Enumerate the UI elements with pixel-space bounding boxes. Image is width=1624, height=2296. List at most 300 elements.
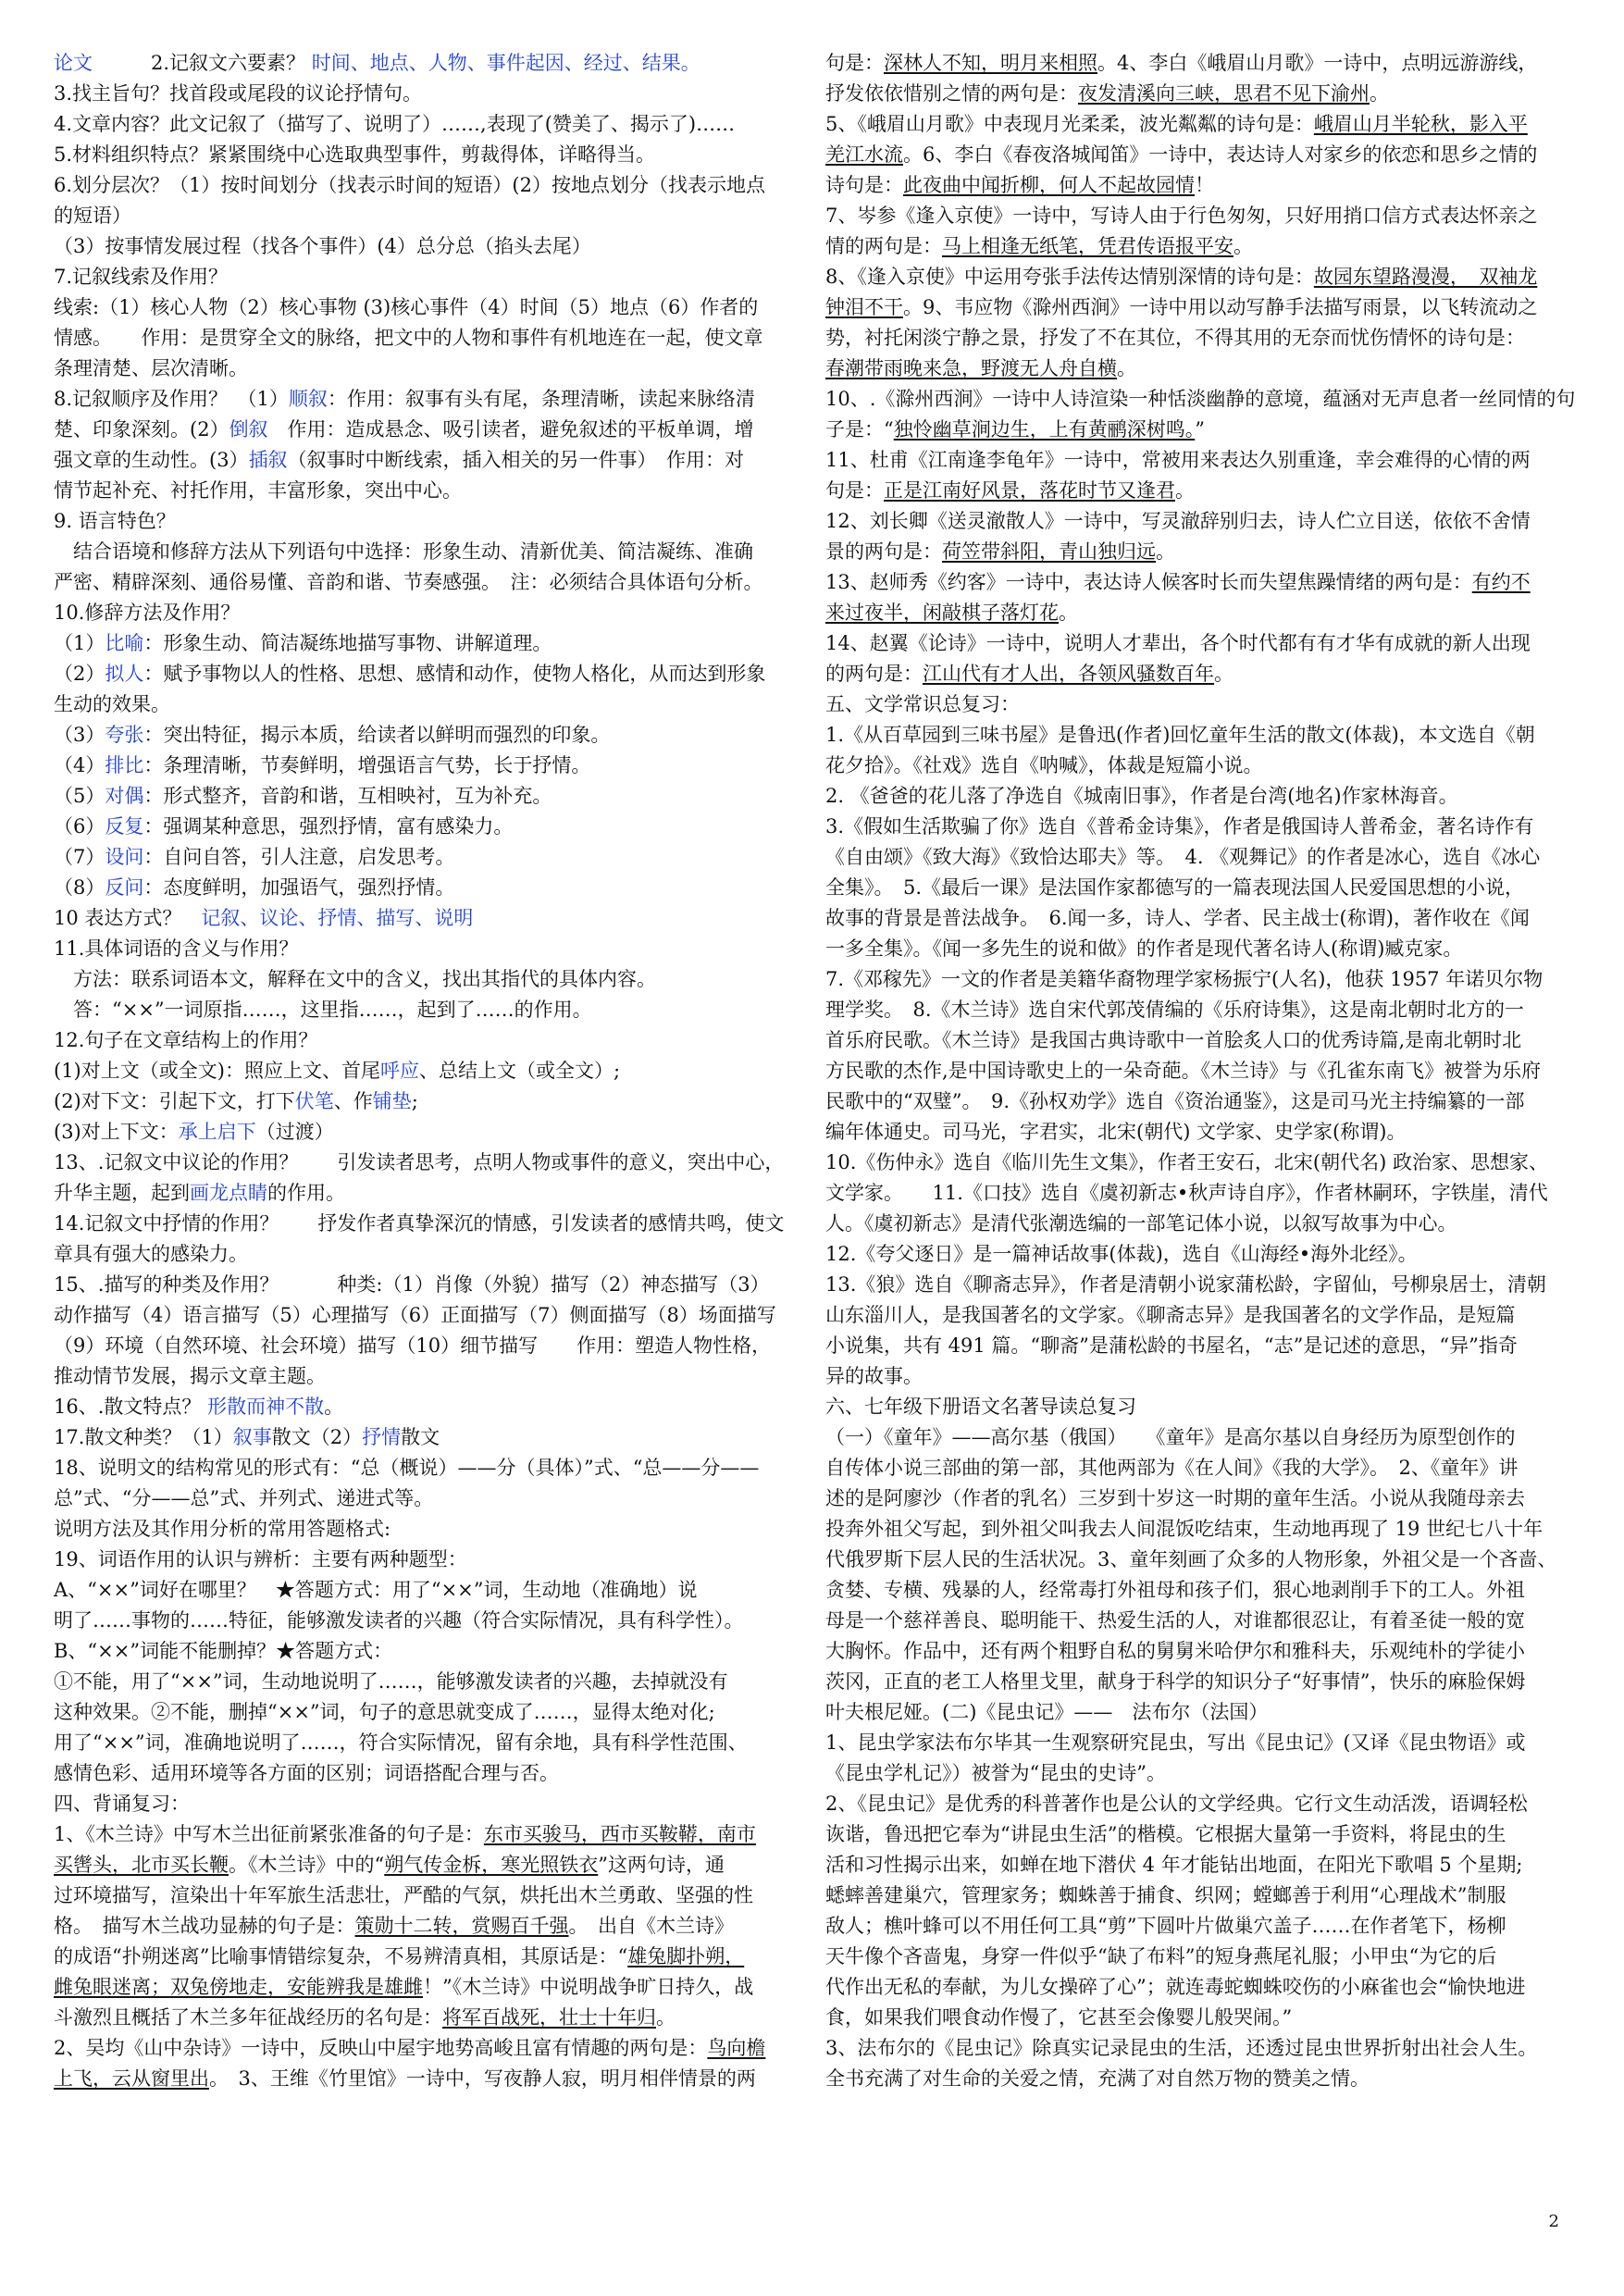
text-run: 的两句是： [825,663,923,685]
text-run: 方民歌的杰作,是中国诗歌史上的一朵奇葩。《木兰诗》与《孔雀东南飞》被誉为乐府 [825,1060,1542,1082]
text-run: 6.划分层次？（1）按时间划分（找表示时间的短语）(2）按地点划分（找表示地点 [54,174,765,196]
text-run: 1、昆虫学家法布尔毕其一生观察研究昆虫，写出《昆虫记》(又译《昆虫物语》或 [825,1731,1526,1754]
text-run: 过环境描写，渲染出十年军旅生活悲壮，严酷的气氛，烘托出木兰勇敢、坚强的性 [54,1884,753,1906]
text-run: 。 [1214,663,1233,685]
text-run: 。4、李白《峨眉山月歌》一诗中，点明远游游线， [1097,52,1538,74]
text-run: 10 表达方式？ [54,907,202,929]
text-line [825,170,1582,201]
text-line [54,109,801,140]
text-run: 。 出自《木兰诗》 [568,1915,734,1937]
highlight-term: 倒叙 [229,418,268,441]
right-column [825,48,1582,2094]
text-run: 茨冈，正直的老工人格里戈里，献身于科学的知识分子“好事情”，快乐的麻脸保姆 [825,1670,1526,1693]
text-line [825,140,1582,170]
underlined-quote: 雄兔脚扑朔， [627,1945,745,1967]
text-run: 、总结上文（或全文）; [418,1060,621,1082]
text-run: 投奔外祖父写起，到外祖父叫我去人间混饭吃结束，生动地再现了 19 世纪七八十年 [825,1518,1543,1540]
text-run: 推动情节发展，揭示文章主题。 [54,1365,326,1387]
text-run: 小说集，共有 491 篇。“聊斋”是蒲松龄的书屋名，“志”是记述的意思，“异”指奇 [825,1334,1518,1357]
text-line [825,292,1582,323]
text-run: 子是：“ [825,418,894,441]
text-run: 9. 语言特色？ [54,510,176,532]
text-line [54,1789,801,1819]
text-run: 17.散文种类？（1） [54,1426,233,1448]
text-line [54,231,801,262]
highlight-term: 顺叙 [288,388,328,410]
text-line [54,476,801,506]
text-run: 代俄罗斯下层人民的生活状况。3、童年刻画了众多的人物形象，外祖父是一个吝啬、 [825,1548,1557,1570]
text-run: 《昆虫学札记》）被誉为“昆虫的史诗”。 [825,1762,1166,1784]
text-line [54,720,801,751]
text-run: 8.记叙顺序及作用？ （1） [54,388,289,410]
text-run: 句是： [825,479,884,502]
text-line [825,1850,1582,1880]
text-run: 理学奖。 8.《木兰诗》选自宋代郭茂倩编的《乐府诗集》，这是南北朝时北方的一 [825,999,1525,1021]
text-line [54,537,801,567]
text-run: 10.修辞方法及作用？ [54,602,241,624]
underlined-quote: 买辔头，北市买长鞭 [54,1854,229,1876]
text-line [825,384,1582,415]
text-run: 18、说明文的结构常见的形式有：“总（概说）——分（具体）”式、“总——分—— [54,1457,760,1479]
text-line [54,262,801,292]
text-run: 山东淄川人，是我国著名的文学家。《聊斋志异》是我国著名的文学作品，是短篇 [825,1304,1516,1326]
text-line [825,1942,1582,1972]
highlight-term: 呼应 [379,1060,419,1082]
text-line [54,1453,801,1483]
text-line [54,1819,801,1850]
text-run: 代作出无私的奉献，为儿女操碎了心”；就连毒蛇蜘蛛咬伤的小麻雀也会“愉快地进 [825,1976,1526,1998]
text-run: ！ [1195,174,1214,196]
underlined-quote: 钟泪不干 [825,296,903,318]
underlined-quote: 鸟向檐 [707,2037,766,2059]
text-run: ：作用：叙事有头有尾，条理清晰，读起来脉络清 [327,388,755,410]
text-run: 散文 [401,1426,440,1448]
text-line [825,751,1582,781]
text-run: 1、《木兰诗》中写木兰出征前紧张准备的句子是： [54,1823,484,1845]
underlined-quote: 春潮带雨晚来急，野渡无人舟自横 [825,357,1117,379]
text-line [825,2003,1582,2033]
text-run: 活和习性揭示出来，如蝉在地下潜伏 4 年才能钻出地面，在阳光下歌唱 5 个星期; [825,1854,1523,1876]
text-run: 。 3、王维《竹里馆》一诗中，写夜静人寂，明月相伴情景的两 [209,2067,756,2090]
text-run: ：形象生动、简洁凝练地描写事物、讲解道理。 [143,632,552,654]
highlight-term: 插叙 [248,449,288,471]
text-run: 2. 《爸爸的花儿落了净选自《城南旧事》，作者是台湾(地名)作家林海音。 [825,785,1458,807]
underlined-quote: 荷笠带斜阳，青山独归远 [942,540,1156,563]
text-run: 19、词语作用的认识与辨析：主要有两种题型： [54,1548,467,1570]
text-run: ; [411,1090,418,1112]
text-run: 。 [1233,235,1253,257]
text-run: 11、杜甫《江南逢李龟年》一诗中，常被用来表达久别重逢，幸会难得的心情的两 [825,449,1531,471]
text-run: 情感。 作用：是贯穿全文的脉络，把文中的人物和事件有机地连在一起，使文章 [54,327,763,349]
text-line [54,1392,801,1422]
text-line [54,1025,801,1056]
highlight-term: 对偶 [105,785,144,807]
text-run: 章具有强大的感染力。 [54,1243,248,1265]
underlined-quote: 马上相逢无纸笔，凭君传语报平安 [942,235,1233,257]
text-line [825,1483,1582,1514]
underlined-quote: 策勋十二转，赏赐百千强 [354,1915,569,1937]
text-run: 诗句是： [825,174,903,196]
text-line [54,1514,801,1545]
text-run: 诙谐，鲁迅把它奉为“讲昆虫生活”的楷模。它根据大量第一手资料，将昆虫的生 [825,1823,1506,1845]
text-line [825,1025,1582,1056]
text-run: 16、.散文特点？ [54,1396,208,1418]
text-line [825,79,1582,109]
text-run: （9）环境（自然环境、社会环境）描写（10）细节描写 作用：塑造人物性格， [54,1334,772,1357]
text-line [54,170,801,201]
text-run: 全集》。 5.《最后一课》是法国作家都德写的一篇表现法国人民爱国思想的小说， [825,876,1525,899]
text-line [54,1606,801,1636]
text-line [825,1209,1582,1239]
text-run: 的成语“扑朔迷离”比喻事情错综复杂，不易辨清真相，其原话是：“ [54,1945,628,1967]
text-run: 四、背诵复习： [54,1793,190,1815]
underlined-quote: 正是江南好风景，落花时节又逢君 [884,479,1175,502]
text-run: 4.文章内容？此文记叙了（描写了、说明了）……,表现了(赞美了、揭示了)…… [54,113,736,135]
text-run: 人。《虞初新志》是清代张潮选编的一部笔记体小说，以叙写故事为中心。 [825,1212,1457,1235]
text-run: 12.《夸父逐日》是一篇神话故事(体裁)，选自《山海经•海外北经》。 [825,1243,1418,1265]
text-run: 13.《狼》选自《聊斋志异》，作者是清朝小说家蒲松龄，字留仙，号柳泉居士，清朝 [825,1273,1546,1296]
text-line [825,1422,1582,1453]
text-line [825,1270,1582,1300]
text-run: 线索:（1）核心人物（2）核心事物 (3)核心事件（4）时间（5）地点（6）作者的 [54,296,759,318]
text-run: 景的两句是： [825,540,942,563]
text-line [825,2033,1582,2064]
highlight-term: 叙事 [232,1426,272,1448]
text-line [54,751,801,781]
text-run: ：强调某种意思，强烈抒情，富有感染力。 [143,815,514,838]
text-run: 《自由颂》《致大海》《致恰达耶夫》等。 4. 《观舞记》的作者是冰心，选自《冰心 [825,846,1541,868]
text-run: 1.《从百草园到三味书屋》是鲁迅(作者)回忆童年生活的散文(体裁)，本文选自《朝 [825,724,1535,746]
text-run: 2、吴均《山中杂诗》一诗中，反映山中屋宇地势高峻且富有情趣的两句是： [54,2037,708,2059]
text-line [54,48,801,79]
text-run: 五、文学常识总复习： [825,693,1020,715]
text-run: 2.记叙文六要素？ [93,52,312,74]
text-line [825,1789,1582,1819]
text-run: 敌人；樵叶蜂可以不用任何工具“剪”下圆叶片做巢穴盖子……在作者笔下，杨柳 [825,1915,1506,1937]
text-run: 。 [1370,82,1389,105]
text-line [54,873,801,903]
text-line [825,1331,1582,1361]
text-run: (2)对下文：引起下文，打下 [54,1090,295,1112]
highlight-term: 反复 [105,815,144,838]
text-line [825,323,1582,354]
text-line [825,873,1582,903]
text-run: ①不能，用了“××”词，生动地说明了……，能够激发读者的兴趣，去掉就没有 [54,1670,728,1693]
text-run: 7.《邓稼先》一文的作者是美籍华裔物理学家杨振宁(人名)，他获 1957 年诺贝尔物 [825,968,1543,990]
text-run: ” [1195,418,1205,441]
text-line [54,1636,801,1667]
text-line [825,812,1582,842]
text-run: 12、刘长卿《送灵澈散人》一诗中，写灵澈辞别归去，诗人伫立目送，依依不舍情 [825,510,1531,532]
text-run: 作用：造成悬念、吸引读者，避免叙述的平板单调，增 [267,418,754,441]
text-line [825,1361,1582,1392]
text-run: 方法：联系词语本文，解释在文中的含义，找出其指代的具体内容。 [54,968,656,990]
highlight-term: 反问 [105,876,144,899]
text-run: 六、七年级下册语文名著导读总复习 [825,1396,1136,1418]
text-run: 2、《昆虫记》是优秀的科普著作也是公认的文学经典。它行文生动活泼，语调轻松 [825,1793,1528,1815]
text-line [54,323,801,354]
text-line [54,140,801,170]
text-run: 编年体通史。司马光，字君实，北宋(朝代) 文学家、史学家(称谓)。 [825,1121,1407,1143]
text-line [825,476,1582,506]
text-line [825,1911,1582,1942]
text-run: 5.材料组织特点？紧紧围绕中心选取典型事件，剪裁得体，详略得当。 [54,143,656,166]
text-line [825,842,1582,873]
underlined-quote: 夜发清溪向三峡，思君不见下渝州 [1078,82,1370,105]
text-run: 全书充满了对生命的关爱之情，充满了对自然万物的赞美之情。 [825,2067,1370,2090]
underlined-quote: 故园东望路漫漫， 双袖龙 [1313,266,1538,288]
text-run: 蟋蟀善建巢穴，管理家务；蜘蛛善于捕食、织网；螳螂善于利用“心理战术”制服 [825,1884,1506,1906]
underlined-quote: 朔气传金柝，寒光照铁衣 [384,1854,599,1876]
text-line [825,1972,1582,2003]
text-run: 3.《假如生活欺骗了你》选自《普希金诗集》，作者是俄国诗人普希金，著名诗作有 [825,815,1534,838]
text-line [825,201,1582,231]
text-run: 。 [324,1396,344,1418]
text-run: 3、法布尔的《昆虫记》除真实记录昆虫的生活，还透过昆虫世界折射出社会人生。 [825,2037,1538,2059]
text-line [825,506,1582,537]
text-line [54,659,801,689]
text-run: ：突出特征，揭示本质，给读者以鲜明而强烈的印象。 [143,724,611,746]
underlined-quote: 独怜幽草涧边生，上有黄鹂深树鸣。 [893,418,1196,441]
text-line [54,415,801,445]
text-line [54,1331,801,1361]
text-run: 7、岑参《逢入京使》一诗中，写诗人由于行色匆匆，只好用捎口信方式表达怀亲之 [825,205,1538,227]
text-run: （2） [54,663,105,685]
text-run: 的作用。 [267,1182,345,1204]
text-run: 情的两句是： [825,235,942,257]
text-run: 3.找主旨句？找首段或尾段的议论抒情句。 [54,82,423,105]
text-run: （1） [54,632,105,654]
text-run: 用了“××”词，准确地说明了……，符合实际情况，留有余地，具有科学性范围、 [54,1731,748,1754]
text-run: （3） [54,724,105,746]
text-run: 大胸怀。作品中，还有两个粗野自私的舅舅米哈伊尔和雅科夫，乐观纯朴的学徒小 [825,1640,1525,1662]
highlight-term: 记叙、议论、抒情、描写、说明 [201,907,474,929]
text-line [825,903,1582,934]
text-run: 食，如果我们喂食动作慢了，它甚至会像婴儿般哭闹。” [825,2006,1293,2029]
underlined-quote: 有约不 [1471,571,1531,593]
text-run: 散文（2） [271,1426,363,1448]
text-run: 民歌中的“双璧”。 9.《孙权劝学》选自《资治通鉴》，这是司马光主持编纂的一部 [825,1090,1525,1112]
page-number: 2 [1548,2212,1559,2231]
text-run: 自传体小说三部曲的第一部，其他两部为《在人间》《我的大学》。 2、《童年》讲 [825,1457,1519,1479]
text-line [54,1300,801,1331]
text-run: 答：“××”一词原指……，这里指……，起到了……的作用。 [54,999,592,1021]
text-line [825,354,1582,384]
text-run: （6） [54,815,105,838]
text-line [54,1972,801,2003]
text-run: 格。 描写木兰战功显赫的句子是： [54,1915,355,1937]
underlined-quote: 将军百战死，壮士十年归 [442,2006,656,2029]
text-line [54,567,801,598]
text-run: （8） [54,876,105,899]
text-line [54,812,801,842]
text-line [825,659,1582,689]
text-run: 。 [1117,357,1136,379]
underlined-quote: 峨眉山月半轮秋，影入平 [1313,113,1528,135]
text-line [54,995,801,1025]
text-line [54,1148,801,1178]
text-line [825,1575,1582,1606]
text-line [825,445,1582,476]
text-line [825,2064,1582,2094]
text-line [54,1056,801,1086]
text-run: (1)对上文（或全文)：照应上文、首尾 [54,1060,380,1082]
text-run: 。 [1156,540,1175,563]
text-line [54,1178,801,1209]
text-run: 13、.记叙文中议论的作用？ 引发读者思考，点明人物或事件的意义，突出中心， [54,1151,785,1173]
text-line [825,598,1582,628]
text-run: 14.记叙文中抒情的作用？ 抒发作者真挚深沉的情感，引发读者的感情共鸣，使文 [54,1212,785,1235]
text-line [825,1819,1582,1850]
text-line [825,48,1582,79]
text-line [54,1667,801,1697]
text-line [825,1728,1582,1758]
underlined-quote: 羌江水流 [825,143,903,166]
text-line [825,781,1582,812]
text-line [54,964,801,995]
underlined-quote: 雌兔眼迷离；双兔傍地走，安能辨我是雄雌 [54,1976,423,1998]
text-line [54,1942,801,1972]
text-run: 一多全集》。《闻一多先生的说和做》的作者是现代著名诗人(称谓)臧克家。 [825,937,1463,960]
text-line [54,2064,801,2094]
text-run: 。 [1175,479,1195,502]
text-run: ：态度鲜明，加强语气，强烈抒情。 [143,876,455,899]
text-line [54,1545,801,1575]
underlined-quote: 江山代有才人出，各领风骚数百年 [923,663,1214,685]
text-run: 贪婪、专横、残暴的人，经常毒打外祖母和孩子们，狠心地剥削手下的工人。外祖 [825,1579,1525,1601]
text-run: 动作描写（4）语言描写（5）心理描写（6）正面描写（7）侧面描写（8）场面描写 [54,1304,776,1326]
text-line [54,1911,801,1942]
text-run: 强文章的生动性。(3） [54,449,249,471]
text-line [825,1453,1582,1483]
text-run: 的短语） [54,205,131,227]
text-run: B、“××”词能不能删掉？★答题方式： [54,1640,393,1662]
text-line [825,689,1582,720]
text-run: （过渡） [255,1121,334,1143]
underlined-quote: 来过夜半，闲敲棋子落灯花 [825,602,1059,624]
text-run: 10、.《滁州西涧》一诗中人诗渲染一种恬淡幽静的意境，蕴涵对无声息者一丝同情的句 [825,388,1576,410]
text-line [825,1758,1582,1789]
text-run: 8、《逢入京使》中运用夸张手法传达情别深情的诗句是： [825,266,1314,288]
text-line [54,934,801,964]
text-run: 首乐府民歌。《木兰诗》是我国古典诗歌中一首脍炙人口的优秀诗篇,是南北朝时北 [825,1029,1522,1051]
text-line [54,1728,801,1758]
text-run: （5） [54,785,105,807]
text-run: 。6、李白《春夜洛城闻笛》一诗中，表达诗人对家乡的依恋和思乡之情的 [903,143,1538,166]
text-run: 10.《伤仲永》选自《临川先生文集》，作者王安石，北宋(朝代名) 政治家、思想家、 [825,1151,1548,1173]
text-run: 14、赵翼《论诗》一诗中，说明人才辈出，各个时代都有有才华有成就的新人出现 [825,632,1531,654]
text-line [825,109,1582,140]
text-line [54,1117,801,1148]
highlight-term: 抒情 [362,1426,402,1448]
text-run: 明了……事物的……特征，能够激发读者的兴趣（符合实际情况，具有科学性）。 [54,1609,744,1632]
highlight-term: 伏笔 [294,1090,334,1112]
text-line [54,354,801,384]
text-run: 天牛像个吝啬鬼，身穿一件似乎“缺了布料”的短身燕尾礼服；小甲虫“为它的后 [825,1945,1497,1967]
text-run: 13、赵师秀《约客》一诗中，表达诗人候客时长而失望焦躁情绪的两句是： [825,571,1472,593]
text-line [825,1239,1582,1270]
highlight-term: 承上启下 [178,1121,256,1143]
text-run: 故事的背景是普法战争。 6.闻一多，诗人、学者、民主战士(称谓)，著作收在《闻 [825,907,1530,929]
text-line [54,903,801,934]
text-line [825,1697,1582,1728]
text-run: 这种效果。②不能，删掉“××”词，句子的意思就变成了……，显得太绝对化; [54,1701,715,1723]
text-run: 母是一个慈祥善良、聪明能干、热爱生活的人，对谁都很忍让，有着圣徒一般的宽 [825,1609,1525,1632]
text-run: 花夕拾》。《社戏》选自《呐喊》，体裁是短篇小说。 [825,754,1263,776]
highlight-term: 设问 [105,846,144,868]
text-line [825,1667,1582,1697]
left-column [54,48,801,2094]
highlight-term: 画龙点睛 [190,1182,267,1204]
highlight-term: 铺垫 [372,1090,412,1112]
text-line [54,1209,801,1239]
text-line [825,1086,1582,1117]
underlined-quote: 深林人不知，明月来相照 [884,52,1097,74]
text-line [54,1270,801,1300]
text-line [54,1086,801,1117]
text-line [54,1361,801,1392]
highlight-term: 比喻 [105,632,144,654]
text-line [54,79,801,109]
highlight-term: 形散而神不散 [207,1396,325,1418]
text-line [54,781,801,812]
text-line [825,415,1582,445]
text-line [825,1606,1582,1636]
text-run: 升华主题，起到 [54,1182,190,1204]
text-line [825,720,1582,751]
text-run: ：自问自答，引人注意，启发思考。 [143,846,455,868]
text-run: （叙事时中断线索，插入相关的另一件事） 作用：对 [287,449,745,471]
text-run: 结合语境和修辞方法从下列语句中选择：形象生动、清新优美、简洁凝练、准确 [54,540,753,563]
text-run: (3)对上下文： [54,1121,179,1143]
highlight-term: 时间、地点、人物、事件起因、经过、结果。 [311,52,700,74]
text-run: 。《木兰诗》中的“ [229,1854,385,1876]
text-line [825,1880,1582,1911]
text-line [54,842,801,873]
text-run: 。9、韦应物《滁州西涧》一诗中用以动写静手法描写雨景，以飞转流动之 [903,296,1538,318]
text-line [54,1850,801,1880]
text-line [825,262,1582,292]
text-line [825,628,1582,659]
text-run: ：条理清晰，节奏鲜明，增强语言气势，长于抒情。 [143,754,591,776]
text-run: 句是： [825,52,884,74]
text-run: 斗激烈且概括了木兰多年征战经历的名句是： [54,2006,442,2029]
text-run: 说明方法及其作用分析的常用答题格式: [54,1518,391,1540]
text-run: 势，衬托闲淡宁静之景，抒发了不在其位，不得其用的无奈而忧伤情怀的诗句是： [825,327,1525,349]
text-run: 严密、精辟深刻、通俗易懂、音韵和谐、节奏感强。 注：必须结合具体语句分析。 [54,571,763,593]
text-line [54,1422,801,1453]
text-line [825,1056,1582,1086]
text-line [825,567,1582,598]
text-line [825,537,1582,567]
text-line [825,1148,1582,1178]
text-run: （7） [54,846,105,868]
text-run: ！”《木兰诗》中说明战争旷日持久，战 [423,1976,754,1998]
text-run: 文学家。 11.《口技》选自《虞初新志•秋声诗自序》，作者林嗣环，字铁崖，清代 [825,1182,1548,1204]
text-run: 感情色彩、适用环境等各方面的区别；词语搭配合理与否。 [54,1762,559,1784]
text-run: 楚、印象深刻。(2） [54,418,229,441]
text-run: ：赋予事物以人的性格、思想、感情和动作，使物人格化，从而达到形象 [143,663,766,685]
text-line [54,2003,801,2033]
text-line [54,2033,801,2064]
text-line [54,445,801,476]
text-line [54,292,801,323]
text-line [54,628,801,659]
highlight-term: 夸张 [105,724,144,746]
text-line [54,1697,801,1728]
text-line [54,689,801,720]
highlight-term: 拟人 [105,663,144,685]
